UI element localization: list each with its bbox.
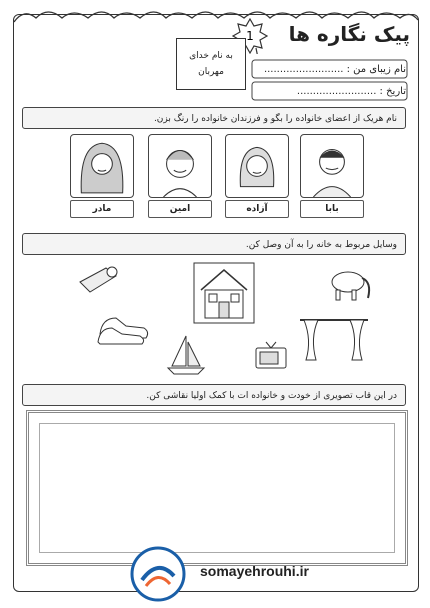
drawing-frame[interactable] bbox=[26, 410, 408, 566]
bismillah-sign bbox=[176, 38, 246, 90]
family-label-father: بابا bbox=[300, 200, 364, 218]
header-field-boxes bbox=[250, 58, 410, 108]
shoes-icon bbox=[96, 306, 152, 346]
section1-instruction: نام هریک از اعضای خانواده را بگو و فرزندان خانواده را رنگ بزن. bbox=[22, 107, 406, 129]
sailboat-icon bbox=[166, 334, 206, 376]
family-label-mother: مادر bbox=[70, 200, 134, 218]
page-title: پیک نگاره ها bbox=[288, 22, 410, 46]
boy-icon bbox=[148, 134, 212, 198]
mother-icon bbox=[70, 134, 134, 198]
section3-instruction: در این قاب تصویری از خودت و خانواده ات با کمک اولیا نقاشی کن. bbox=[22, 384, 406, 406]
girl-icon bbox=[225, 134, 289, 198]
section2-instruction: وسایل مربوط به خانه را به آن وصل کن. bbox=[22, 233, 406, 255]
badge-number: 1 bbox=[246, 29, 254, 43]
date-field: تاریخ : ......................... bbox=[296, 86, 406, 97]
family-label-azadeh: آزاده bbox=[225, 200, 289, 218]
sign-line-1: به نام خدای bbox=[189, 51, 233, 61]
window-curtain-icon bbox=[298, 316, 370, 362]
logo-icon bbox=[128, 546, 188, 602]
tv-icon bbox=[254, 340, 288, 372]
house-icon bbox=[193, 262, 255, 324]
rolled-carpet-icon bbox=[76, 262, 120, 298]
sign-line-2: مهربان bbox=[198, 67, 224, 77]
family-label-amin: امین bbox=[148, 200, 212, 218]
elephant-icon bbox=[326, 266, 374, 302]
site-url: somayehrouhi.ir bbox=[200, 563, 309, 579]
drawing-area[interactable] bbox=[39, 423, 395, 553]
father-icon bbox=[300, 134, 364, 198]
name-field: نام زیبای من : ......................... bbox=[263, 64, 406, 75]
